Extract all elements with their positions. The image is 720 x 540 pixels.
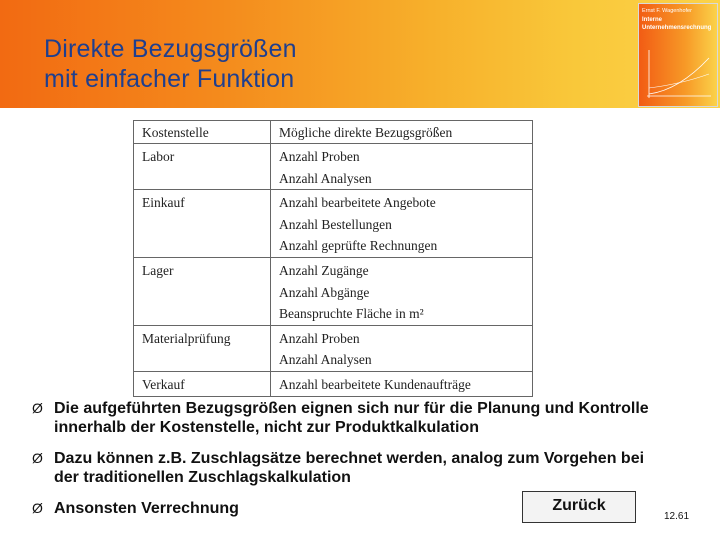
cost-center-cell: Lager: [134, 257, 271, 325]
title-line-1: Direkte Bezugsgrößen: [44, 35, 297, 63]
bullet-arrow-icon: Ø: [32, 500, 43, 516]
cost-center-cell: Einkauf: [134, 190, 271, 258]
bases-cell: Anzahl bearbeitete Kundenaufträge: [271, 371, 533, 396]
book-title-line-1: Interne: [642, 17, 663, 23]
bullet-item: [32, 399, 672, 437]
bullet-text: Die aufgeführten Bezugsgrößen eignen sich nur für die Planung und Kontrolle innerhalb der Kostenstelle, nicht zur Produktkalkulation: [54, 400, 649, 436]
table-header-row: [134, 121, 533, 144]
bullet-text: Dazu können z.B. Zuschlagsätze berechnet werden, analog zum Vorgehen bei der traditionellen Zuschlagskalkulation: [54, 450, 645, 486]
book-cover-graph-icon: [639, 44, 717, 106]
bullet-item: [32, 449, 672, 487]
column-header-kostenstelle: Kostenstelle: [134, 121, 271, 144]
bullet-text: Ansonsten Verrechnung: [54, 500, 239, 517]
table-row: [134, 325, 533, 371]
back-button[interactable]: Zurück: [522, 491, 636, 523]
cost-center-cell: Materialprüfung: [134, 325, 271, 371]
table-row: [134, 144, 533, 190]
table-row: [134, 257, 533, 325]
bases-cell: Anzahl bearbeitete Angebote Anzahl Bestellungen Anzahl geprüfte Rechnungen: [271, 190, 533, 258]
bases-cell: Anzahl Proben Anzahl Analysen: [271, 325, 533, 371]
book-title-line-2: Unternehmensrechnung: [642, 25, 712, 31]
table-row: [134, 190, 533, 258]
title-line-2: mit einfacher Funktion: [44, 65, 295, 93]
bases-cell: Anzahl Zugänge Anzahl Abgänge Beanspruchte Fläche in m²: [271, 257, 533, 325]
table-row: [134, 371, 533, 396]
cost-center-cell: Verkauf: [134, 371, 271, 396]
table: [133, 120, 533, 397]
column-header-bezugsgroessen: Mögliche direkte Bezugsgrößen: [271, 121, 533, 144]
page-title: [44, 34, 564, 94]
bases-cell: Anzahl Proben Anzahl Analysen: [271, 144, 533, 190]
book-cover-thumbnail: [638, 3, 718, 107]
cost-center-cell: Labor: [134, 144, 271, 190]
book-author: Ernst F. Wagenhofer: [642, 8, 692, 14]
bezugsgroessen-table: [133, 120, 533, 392]
page-number: 12.61: [664, 511, 690, 522]
bullet-arrow-icon: Ø: [32, 400, 43, 416]
bullet-arrow-icon: Ø: [32, 450, 43, 466]
